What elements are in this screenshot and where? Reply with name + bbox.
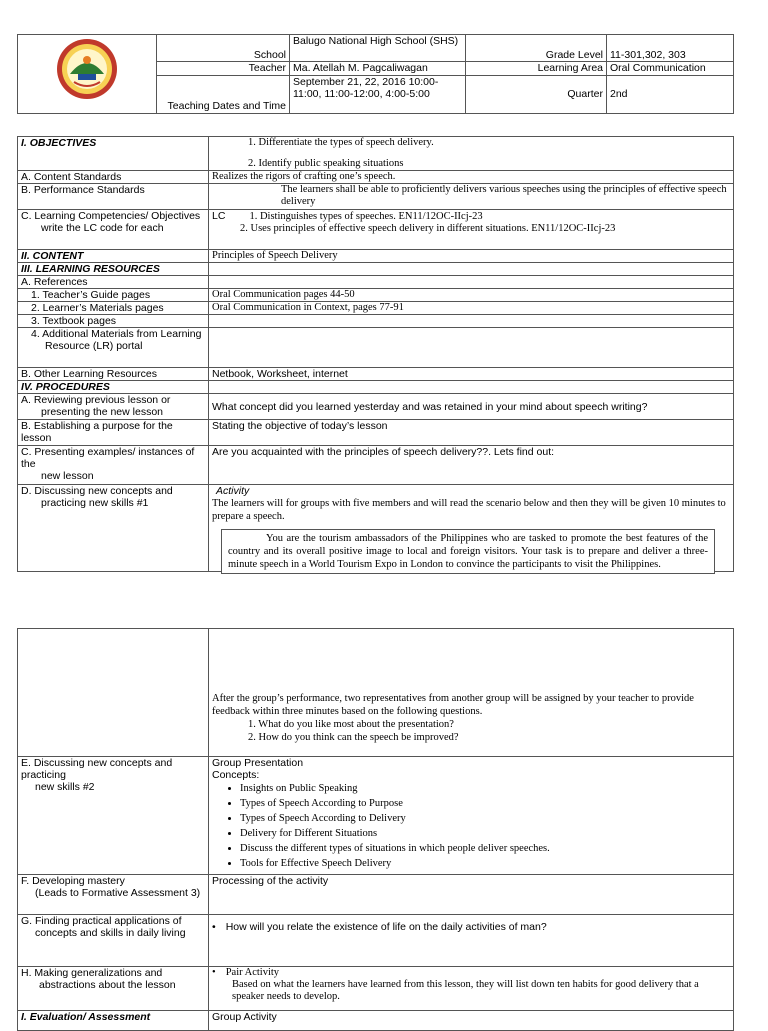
mastery-label [18, 875, 209, 915]
perf-std-label: B. Performance Standards [18, 184, 209, 210]
generalization-cell: • Pair Activity Based on what the learners have learned from this lesson, they will list down ten habits for good delivery that a speaker needs to develop. [209, 967, 734, 1011]
lc-1: 1. Distinguishes types of speeches. EN11/12OC-IIcj-23 [249, 211, 483, 222]
quarter-label: Quarter [466, 75, 607, 113]
logo-cell [18, 35, 157, 114]
applications-label-1: G. Finding practical applications of [21, 915, 182, 927]
applications-value: How will you relate the existence of life on the daily activities of man? [225, 921, 547, 933]
lc-label-2: write the LC code for each [41, 222, 164, 234]
tg-label: 1. Teacher’s Guide pages [18, 289, 209, 302]
pair-activity: Pair Activity [225, 967, 280, 978]
purpose-label: B. Establishing a purpose for the lesson [18, 420, 209, 446]
generalization-label [18, 967, 209, 1011]
perf-std-value: The learners shall be able to proficiently delivers various speeches using the principles of effective speech delivery [209, 184, 734, 210]
objectives-label: I. OBJECTIVES [18, 137, 209, 171]
teacher-label: Teacher [157, 62, 290, 76]
lc-label-1: C. Learning Competencies/ Objectives [21, 210, 201, 222]
addl-label-1: 4. Additional Materials from Learning [31, 328, 202, 340]
examples-label [18, 446, 209, 485]
scenario-box [221, 529, 715, 574]
discuss1-label-2: practicing new skills #1 [41, 497, 149, 509]
evaluation-label: I. Evaluation/ Assessment [18, 1011, 209, 1031]
question-1: 1. What do you like most about the presentation? [248, 719, 454, 730]
lc-cell [209, 210, 734, 250]
examples-label-1: C. Presenting examples/ instances of the [21, 446, 195, 470]
lc-2: 2. Uses principles of effective speech delivery in different situations. EN11/12OC-IIcj-23 [240, 223, 616, 234]
grade-value: 11-301,302, 303 [607, 35, 734, 62]
discuss2-label-1: E. Discussing new concepts and practicing [21, 757, 173, 781]
procedures-empty [209, 381, 734, 394]
tb-label: 3. Textbook pages [18, 315, 209, 328]
concepts-label: Concepts: [212, 769, 260, 781]
applications-label [18, 915, 209, 967]
mastery-value: Processing of the activity [209, 875, 734, 915]
review-label-2: presenting the new lesson [41, 406, 163, 418]
evaluation-value: Group Activity [209, 1011, 734, 1031]
activity-text: The learners will for groups with five members and will read the scenario below and then they will be given 10 minutes to prepare a speech. [212, 498, 726, 522]
applications-label-2: concepts and skills in daily living [35, 927, 186, 939]
area-value: Oral Communication [607, 62, 734, 76]
content-value: Principles of Speech Delivery [209, 250, 734, 263]
concept-item: • Types of Speech According to Purpose [240, 796, 730, 811]
lc-prefix: LC [212, 210, 226, 222]
lesson-plan-table-page2 [17, 628, 734, 1031]
purpose-value: Stating the objective of today’s lesson [209, 420, 734, 446]
examples-value: Are you acquainted with the principles of speech delivery??. Lets find out: [209, 446, 734, 485]
teacher-value: Ma. Atellah M. Pagcaliwagan [290, 62, 466, 76]
lm-value: Oral Communication in Context, pages 77-91 [209, 302, 734, 315]
tg-value: Oral Communication pages 44-50 [209, 289, 734, 302]
discuss1-label-1: D. Discussing new concepts and [21, 485, 173, 497]
quarter-value: 2nd [607, 75, 734, 113]
lesson-plan-table [17, 136, 734, 572]
concepts-list [212, 781, 730, 871]
school-value: Balugo National High School (SHS) [290, 35, 466, 62]
resources-label: III. LEARNING RESOURCES [18, 263, 209, 276]
applications-cell: • How will you relate the existence of life on the daily activities of man? [209, 915, 734, 967]
feedback-text: After the group’s performance, two representatives from another group will be assigned by your teacher to provide feedback within three minutes based on the following questions. [212, 693, 694, 717]
mastery-label-1: F. Developing mastery [21, 875, 125, 887]
other-value: Netbook, Worksheet, internet [209, 368, 734, 381]
references-label: A. References [18, 276, 209, 289]
dates-label: Teaching Dates and Time [157, 75, 290, 113]
discuss2-label-2: new skills #2 [35, 781, 95, 793]
concept-item: • Tools for Effective Speech Delivery [240, 856, 730, 871]
group-presentation: Group Presentation [212, 757, 304, 769]
school-label: School [157, 35, 290, 62]
page2-top-empty [18, 629, 209, 757]
content-label: II. CONTENT [18, 250, 209, 263]
concept-item: • Discuss the different types of situations in which people deliver speeches. [240, 841, 730, 856]
discuss2-cell [209, 757, 734, 875]
review-value: What concept did you learned yesterday and was retained in your mind about speech writing? [209, 394, 734, 420]
discuss1-label [18, 485, 209, 572]
activity-label: Activity [216, 485, 250, 497]
feedback-cell [209, 629, 734, 757]
concept-item: • Delivery for Different Situations [240, 826, 730, 841]
question-2: 2. How do you think can the speech be improved? [248, 732, 459, 743]
addl-label-2: Resource (LR) portal [45, 340, 143, 352]
references-empty [209, 276, 734, 289]
resources-empty [209, 263, 734, 276]
dates-value: September 21, 22, 2016 10:00-11:00, 11:00-12:00, 4:00-5:00 [290, 75, 466, 113]
discuss2-label [18, 757, 209, 875]
grade-label: Grade Level [466, 35, 607, 62]
addl-empty [209, 328, 734, 368]
generalization-label-2: abstractions about the lesson [39, 979, 176, 991]
review-label [18, 394, 209, 420]
content-std-value: Realizes the rigors of crafting one’s speech. [209, 171, 734, 184]
header-table [17, 34, 734, 114]
other-label: B. Other Learning Resources [18, 368, 209, 381]
objective-2: 2. Identify public speaking situations [248, 158, 404, 169]
addl-label [18, 328, 209, 368]
objective-1: 1. Differentiate the types of speech delivery. [248, 137, 434, 148]
objectives-cell [209, 137, 734, 171]
tb-empty [209, 315, 734, 328]
concept-item: • Types of Speech According to Delivery [240, 811, 730, 826]
procedures-label: IV. PROCEDURES [18, 381, 209, 394]
area-label: Learning Area [466, 62, 607, 76]
mastery-label-2: (Leads to Formative Assessment 3) [35, 887, 201, 899]
lm-label: 2. Learner’s Materials pages [18, 302, 209, 315]
generalization-label-1: H. Making generalizations and [21, 967, 163, 979]
review-label-1: A. Reviewing previous lesson or [21, 394, 171, 406]
generalization-value: Based on what the learners have learned from this lesson, they will list down ten habits for good delivery that a speaker needs to develop. [232, 979, 699, 1002]
content-std-label: A. Content Standards [18, 171, 209, 184]
scenario-text: You are the tourism ambassadors of the Philippines who are tasked to promote the best features of the country and its overall positive image to local and foreign visitors. Your task is to prepare and deliver a three-minute speech in a World Tourism Expo in London to convince the participants to visit the Philippines. [228, 533, 708, 570]
concept-item: • Insights on Public Speaking [240, 781, 730, 796]
lc-label [18, 210, 209, 250]
examples-label-2: new lesson [41, 470, 94, 482]
